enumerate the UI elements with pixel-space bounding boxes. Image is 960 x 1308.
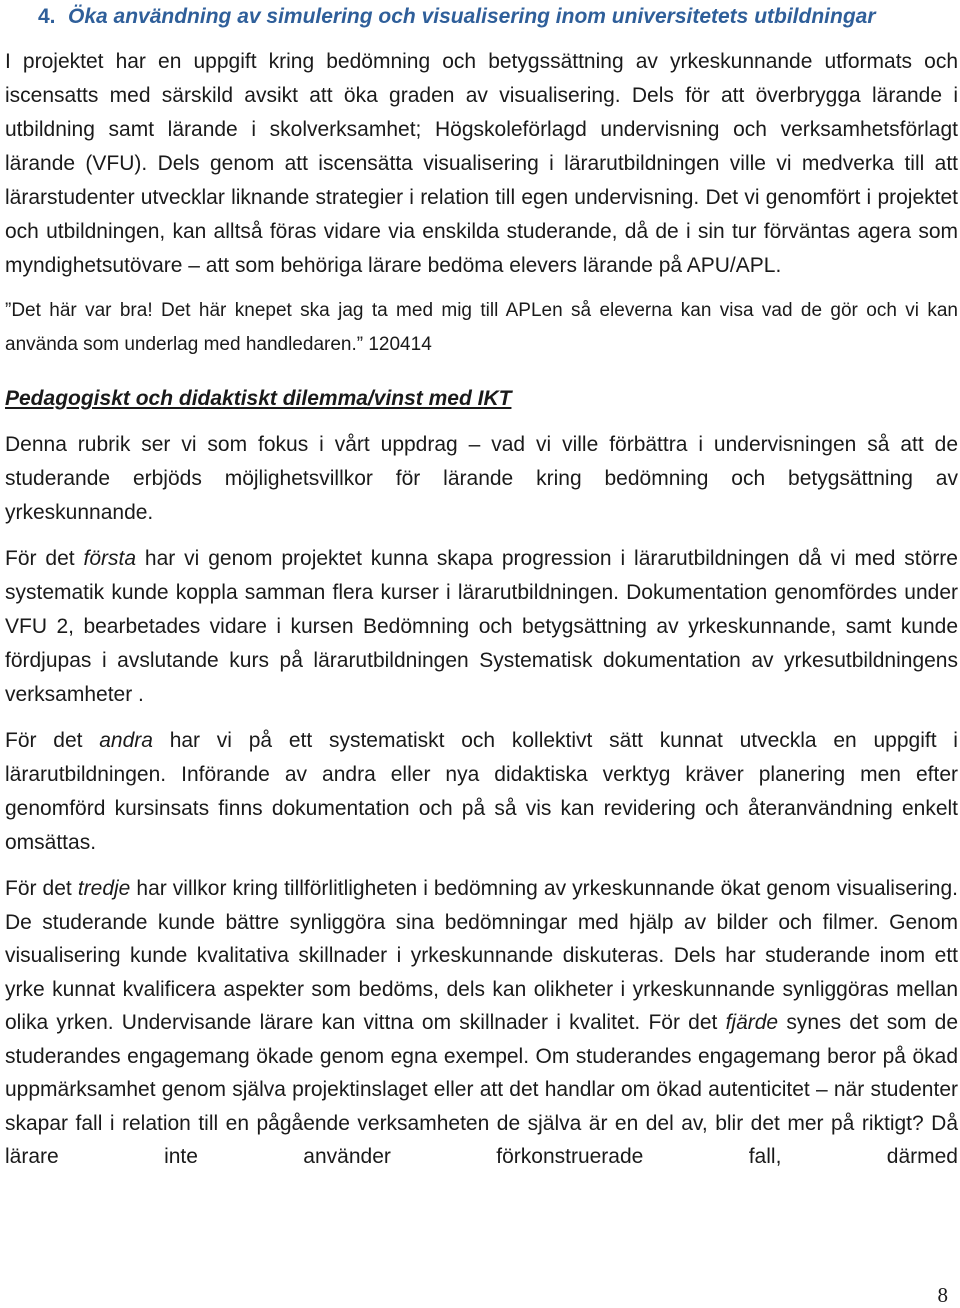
p2-text: har vi genom projektet kunna skapa progression i lärarutbildningen då vi med större systematik kunde koppla samman flera kurser i lärarutbildningen. Dokumentation genomfördes under VFU 2, bearbetades vidare i kursen Bedömning och betygsättning av yrkeskunnande, samt kunde fördjupas i avslutande kurs på lärarutbildningen Systematisk dokumentation av yrkesutbildningens verksamheter . bbox=[5, 547, 958, 706]
p4-text-end: synes det som de studerandes engagemang ökade genom egna exempel. Om studerandes engagemang beror på ökad uppmärksamhet genom själva projektinslaget eller att det handlar om ökad autenticitet – när studenter skapar fall i relation till en pågående verksamheten de själva är en del av, blir det mer på riktigt? Då lärare inte använder förkonstruerade fall, därmed bbox=[5, 1011, 959, 1168]
p4-emphasis-2: fjärde bbox=[725, 1011, 779, 1034]
body-paragraph-3 bbox=[5, 724, 958, 860]
document-page bbox=[5, 0, 958, 1174]
intro-paragraph: I projektet har en uppgift kring bedömning och betygssättning av yrkeskunnande utformats och iscensatts med särskild avsikt att öka graden av visualisering. Dels för att överbrygga lärande i utbildning samt lärande i skolverksamhet; Högskoleförlagd undervisning och verksamhetsförlagt lärande (VFU). Dels genom att iscensätta visualisering i lärarutbildningen ville vi medverka till att lärarstudenter utvecklar liknande strategier i relation till egen undervisning. Det vi genomfört i projektet och utbildningen, kan alltså föras vidare via enskilda studerande, då de i sin tur förväntas agera som myndighetsutövare – att som behöriga lärare bedöma elevers lärande på APU/APL. bbox=[5, 50, 958, 277]
p4-emphasis: tredje bbox=[77, 877, 131, 900]
subheading: Pedagogiskt och didaktiskt dilemma/vinst med IKT bbox=[5, 387, 512, 410]
section-title: Öka användning av simulering och visualisering inom universitetets utbildningar bbox=[68, 5, 876, 28]
body-paragraph-1: Denna rubrik ser vi som fokus i vårt uppdrag – vad vi ville förbättra i undervisningen så att de studerande erbjöds möjlighetsvillkor för lärande kring bedömning och betygsättning av yrkeskunnande. bbox=[5, 433, 958, 524]
p3-emphasis: andra bbox=[99, 729, 153, 752]
p2-prefix: För det bbox=[5, 547, 84, 570]
p3-prefix: För det bbox=[5, 729, 100, 752]
page-number: 8 bbox=[937, 1283, 948, 1307]
section-number: 4. bbox=[38, 5, 56, 28]
p3-text: har vi på ett systematiskt och kollektivt sätt kunnat utveckla en uppgift i lärarutbildningen. Införande av andra eller nya didaktiska verktyg kräver planering men efter genomförd kursinsats finns dokumentation och på så vis kan revidering och återanvändning enkelt omsättas. bbox=[5, 729, 958, 854]
body-paragraph-4 bbox=[5, 872, 958, 1174]
student-quote: ”Det här var bra! Det här knepet ska jag ta med mig till APLen så eleverna kan visa vad de gör och vi kan använda som underlag med handledaren.” 120414 bbox=[5, 300, 958, 355]
section-heading bbox=[5, 0, 958, 34]
p4-text-mid: har villkor kring tillförlitligheten i bedömning av yrkeskunnande ökat genom visualisering. De studerande kunde bättre synliggöra sina bedömningar med hjälp av bilder och filmer. Genom visualisering kunde kvalitativa skillnader i yrkeskunnande diskuteras. Dels har studerande inom ett yrke kunnat kvalificera aspekter som bedöms, dels kan olikheter i yrkeskunnande synliggöras mellan olika yrken. Undervisande lärare kan vittna om skillnader i kvalitet. För det bbox=[5, 877, 958, 1034]
p4-prefix: För det bbox=[5, 877, 78, 900]
p2-emphasis: första bbox=[83, 547, 137, 570]
body-paragraph-2 bbox=[5, 542, 958, 712]
